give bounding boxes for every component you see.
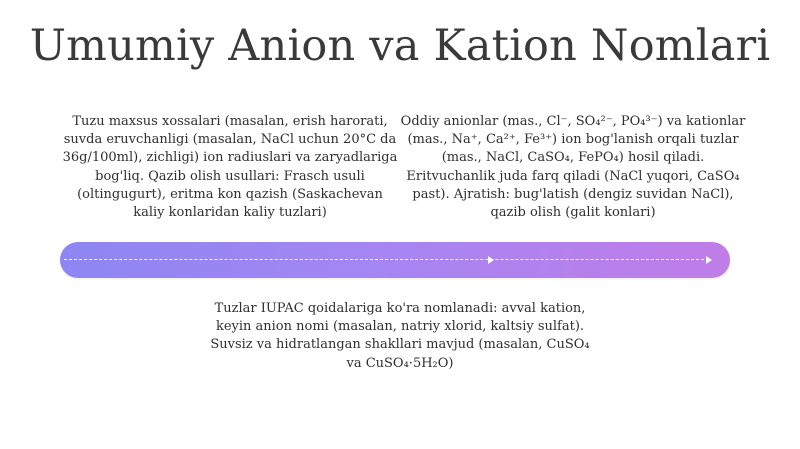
timeline-dashed-line	[64, 259, 704, 260]
arrow-right-icon	[488, 256, 494, 264]
timeline-bar	[60, 242, 730, 278]
text-block-left: Tuzu maxsus xossalari (masalan, erish harorati, suvda eruvchanligi (masalan, NaCl uchun 20°C da 36g/100ml), zichligi) ion radiuslari va zaryadlariga bog'liq. Qazib olish usullari: Frasch usuli (oltingugurt), eritma kon qazish (Saskachevan kaliy konlaridan kaliy tuzlari)	[62, 114, 398, 221]
arrow-right-icon	[706, 256, 712, 264]
slide-title: Umumiy Anion va Kation Nomlari	[29, 21, 771, 71]
text-block-bottom: Tuzlar IUPAC qoidalariga ko'ra nomlanadi: avval kation, keyin anion nomi (masalan, natriy xlorid, kaltsiy sulfat). Suvsiz va hidratlangan shakllari mavjud (masalan, CuSO₄ va CuSO₄·5H₂O)	[210, 301, 590, 371]
text-block-right: Oddiy anionlar (mas., Cl⁻, SO₄²⁻, PO₄³⁻) va kationlar (mas., Na⁺, Ca²⁺, Fe³⁺) ion bog'lanish orqali tuzlar (mas., NaCl, CaSO₄, FePO₄) hosil qiladi. Eritvuchanlik juda farq qiladi (NaCl yuqori, CaSO₄ past). Ajratish: bug'latish (dengiz suvidan NaCl), qazib olish (galit konlari)	[400, 114, 746, 221]
